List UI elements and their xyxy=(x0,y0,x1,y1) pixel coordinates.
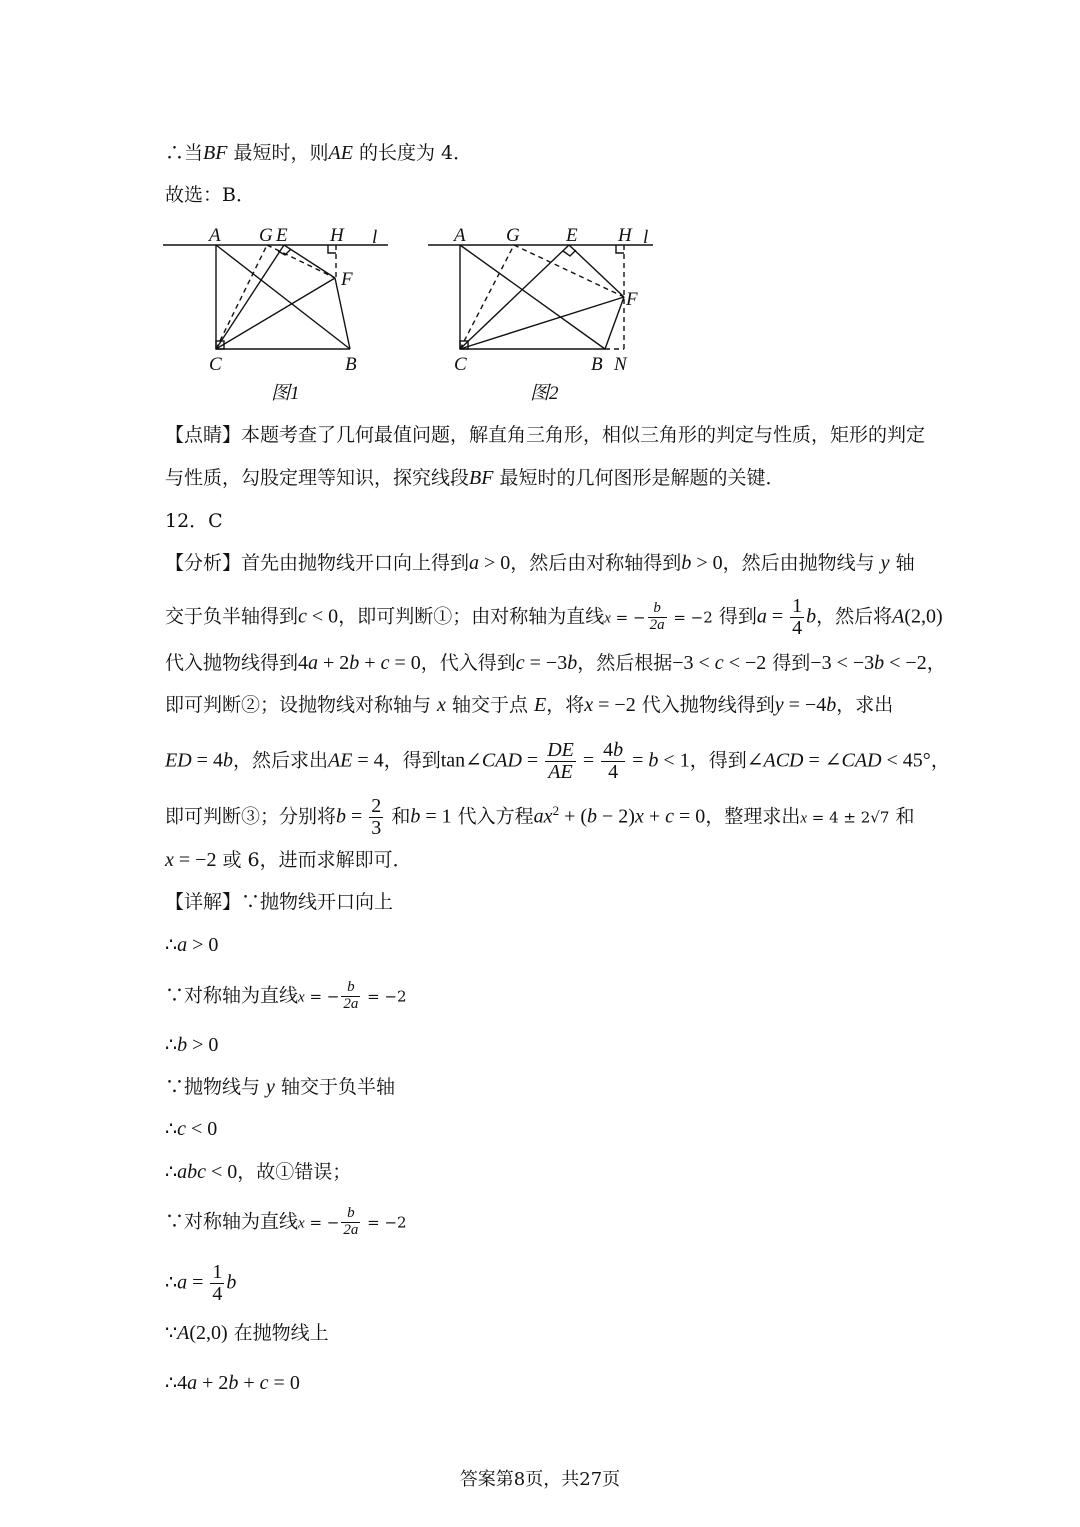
page-footer: 答案第8页，共27页 xyxy=(459,1469,621,1490)
step-1: ∴a > 0 xyxy=(165,934,219,956)
fig2-caption: 图2 xyxy=(530,383,559,404)
fenxi-line-5: ED = 4b，然后求出AE = 4，得到tan∠CAD = $\frac{DE}{AE}$ = $\frac{4b}{4}$ = b < 1，得到∠ACD = ∠CAD < 45°， xyxy=(165,739,950,783)
step-6: ∴abc < 0，故①错误； xyxy=(165,1161,352,1183)
figure-1 xyxy=(163,245,388,349)
geometry-figures xyxy=(0,215,1080,415)
fig1-label-F: F xyxy=(341,269,353,290)
fig2-label-B: B xyxy=(591,354,603,375)
step-3: ∴b > 0 xyxy=(165,1034,219,1056)
question-number: 12．C xyxy=(165,510,223,532)
fenxi-line-7: x = −2 或 6，进而求解即可． xyxy=(165,849,412,871)
xiangjie-header: 【详解】∵抛物线开口向上 xyxy=(165,891,394,913)
fenxi-line-4: 即可判断②；设抛物线对称轴与 x 轴交于点 E，将x = −2 代入抛物线得到y = −4b，求出 xyxy=(165,694,894,716)
fig2-label-A: A xyxy=(454,225,466,246)
fig2-label-H: H xyxy=(618,225,632,246)
dianjing-line-1: 【点睛】本题考查了几何最值问题，解直角三角形，相似三角形的判定与性质，矩形的判定 xyxy=(165,424,926,446)
fenxi-line-3: 代入抛物线得到4a + 2b + c = 0，代入得到c = −3b，然后根据−3 < c < −2 得到−3 < −3b < −2， xyxy=(165,652,946,674)
fenxi-line-6: 即可判断③；分别将b = $\frac{2}{3}$ 和b = 1 代入方程$ax^2 + (b - 2)x + c = 0$，整理求出x = 4 ± 2√7 和 xyxy=(165,795,915,839)
fig1-label-E: E xyxy=(276,225,288,246)
step-2: ∵对称轴为直线x = − $\frac{b}{2a}$ = −2 xyxy=(165,979,407,1012)
dianjing-line-2: 与性质，勾股定理等知识，探究线段BF 最短时的几何图形是解题的关键． xyxy=(165,467,785,489)
figure-2 xyxy=(428,245,653,349)
fig1-label-B: B xyxy=(345,354,357,375)
fig1-label-l: l xyxy=(372,227,378,248)
figure-svg xyxy=(0,215,1080,415)
fenxi-line-1: 【分析】首先由抛物线开口向上得到a > 0，然后由对称轴得到b > 0，然后由抛物线与 y 轴 xyxy=(165,552,915,574)
step-5: ∴c < 0 xyxy=(165,1118,218,1140)
fig2-label-G: G xyxy=(506,225,520,246)
fig2-label-l: l xyxy=(643,227,649,248)
fig2-label-E: E xyxy=(566,225,578,246)
step-10: ∴4a + 2b + c = 0 xyxy=(165,1372,300,1394)
fig1-label-A: A xyxy=(209,225,221,246)
text-line: ∴当BF 最短时，则AE 的长度为 4． xyxy=(165,142,473,164)
fig2-label-C: C xyxy=(454,354,467,375)
fig1-label-G: G xyxy=(259,225,273,246)
step-8: ∴a = $\frac{1}{4}$ b xyxy=(165,1261,237,1305)
fig2-label-F: F xyxy=(626,289,638,310)
fig2-label-N: N xyxy=(614,354,627,375)
text-line: 故选：B． xyxy=(165,184,255,206)
fig1-label-C: C xyxy=(209,354,222,375)
fenxi-line-2: 交于负半轴得到c < 0，即可判断①；由对称轴为直线x = − $\frac{b}{2a}$ = −2 得到a = $\frac{1}{4}$ b，然后将A(2,0) xyxy=(165,595,943,639)
step-7: ∵对称轴为直线x = − $\frac{b}{2a}$ = −2 xyxy=(165,1205,407,1238)
step-4: ∵抛物线与 y 轴交于负半轴 xyxy=(165,1076,395,1098)
fig1-caption: 图1 xyxy=(271,383,300,404)
step-9: ∵A(2,0) 在抛物线上 xyxy=(165,1322,329,1344)
fig1-label-H: H xyxy=(330,225,344,246)
